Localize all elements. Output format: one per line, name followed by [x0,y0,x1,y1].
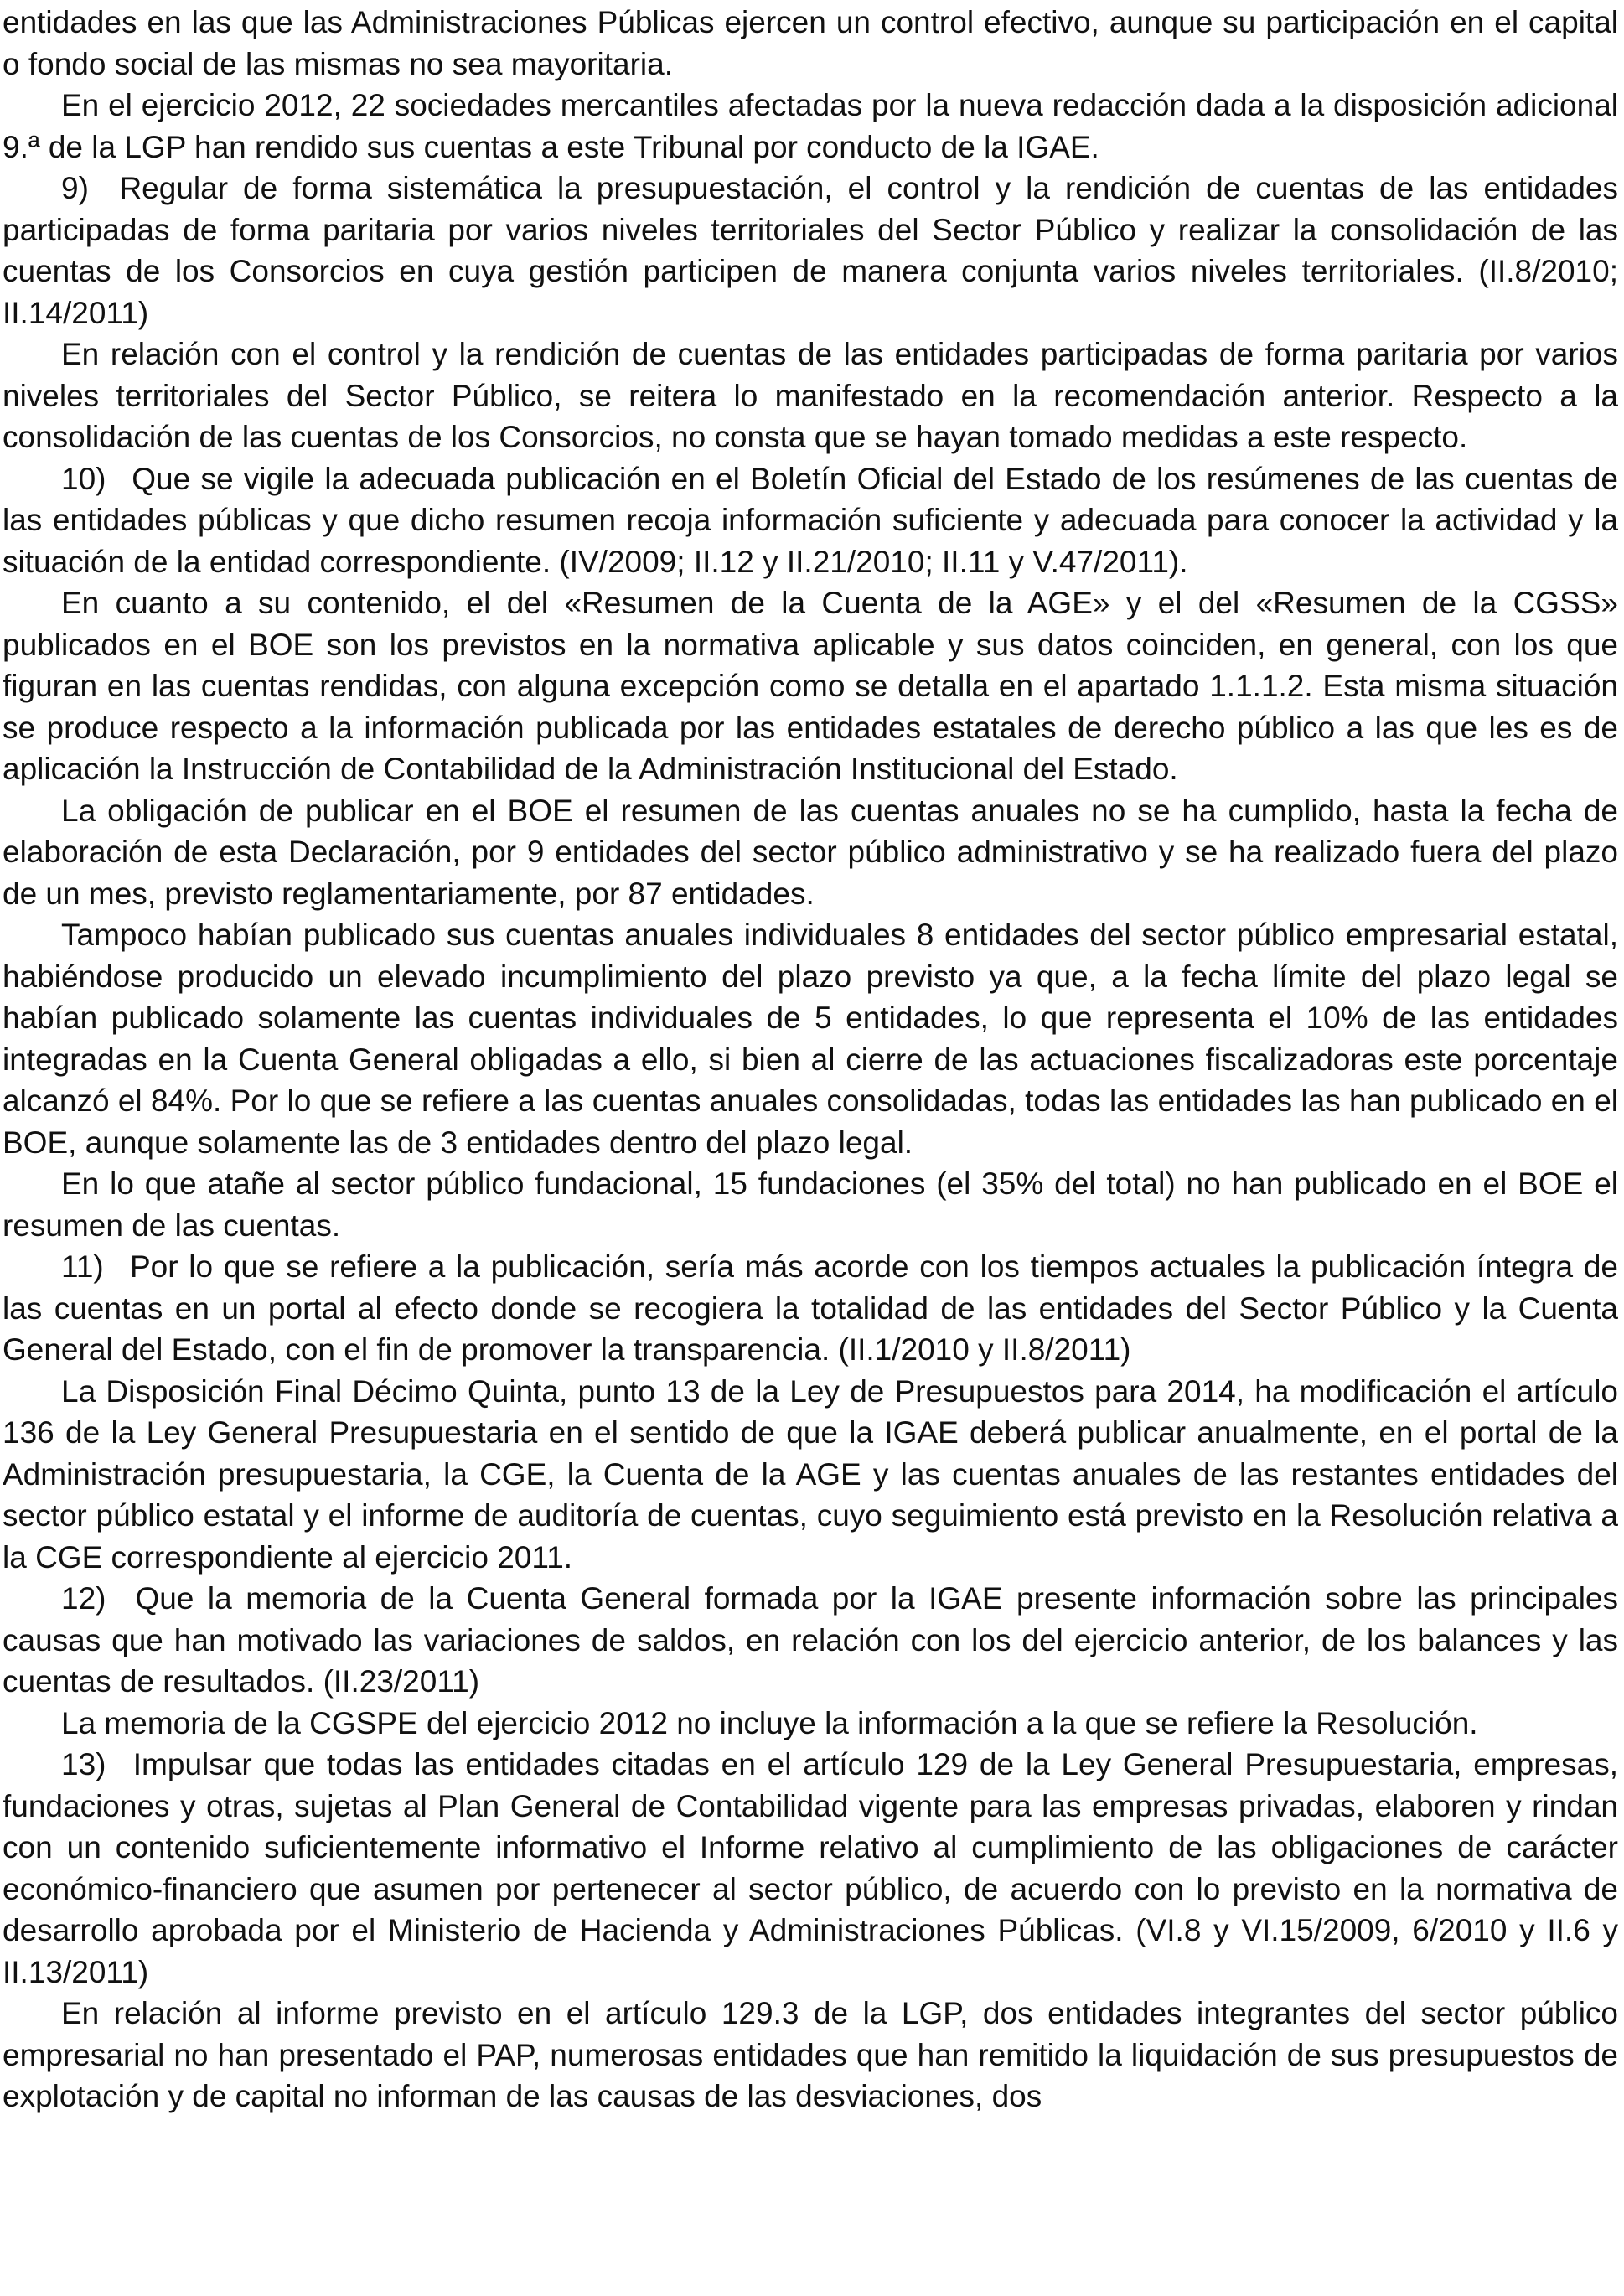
paragraph: En lo que atañe al sector público fundacional, 15 fundaciones (el 35% del total) no han publicado en el BOE el resumen de las cuentas. [3,1166,1618,1243]
paragraph: La memoria de la CGSPE del ejercicio 2012 no incluye la información a la que se refiere la Resolución. [61,1705,1478,1740]
paragraph: La Disposición Final Décimo Quinta, punto 13 de la Ley de Presupuestos para 2014, ha modificación el artículo 136 de la Ley General Presupuestaria en el sentido de que la IGAE deberá publicar anualmente, en el portal de la Administración presupuestaria, la CGE, la Cuenta de la AGE y las cuentas anuales de las restantes entidades del sector público estatal y el informe de auditoría de cuentas, cuyo seguimiento está previsto en la Resolución relativa a la CGE correspondiente al ejercicio 2011. [3,1373,1618,1575]
paragraph: Tampoco habían publicado sus cuentas anuales individuales 8 entidades del sector público empresarial estatal, habiéndose producido un elevado incumplimiento del plazo previsto ya que, a la fecha límite del plazo legal se habían publicado solamente las cuentas individuales de 5 entidades, lo que representa el 10% de las entidades integradas en la Cuenta General obligadas a ello, si bien al cierre de las actuaciones fiscalizadoras este porcentaje alcanzó el 84%. Por lo que se refiere a las cuentas anuales consolidadas, todas las entidades las han publicado en el BOE, aunque solamente las de 3 entidades dentro del plazo legal. [3,918,1618,1160]
recommendation-13: 13) Impulsar que todas las entidades citadas en el artículo 129 de la Ley General Presupuestaria, empresas, fundaciones y otras, sujetas al Plan General de Contabilidad vigente para las empresas privadas, elaboren y rindan con un contenido suficientemente informativo el Informe relativo al cumplimiento de las obligaciones de carácter económico-financiero que asumen por pertenecer al sector público, de acuerdo con lo previsto en la normativa de desarrollo aprobada por el Ministerio de Hacienda y Administraciones Públicas. (VI.8 y VI.15/2009, 6/2010 y II.6 y II.13/2011) [3,1747,1618,1989]
paragraph: En relación con el control y la rendición de cuentas de las entidades participadas de forma paritaria por varios niveles territoriales del Sector Público, se reitera lo manifestado en la recomendación anterior. Respecto a la consolidación de las cuentas de los Consorcios, no consta que se hayan tomado medidas a este respecto. [3,337,1618,454]
paragraph: La obligación de publicar en el BOE el resumen de las cuentas anuales no se ha cumplido, hasta la fecha de elaboración de esta Declaración, por 9 entidades del sector público administrativo y se ha realizado fuera del plazo de un mes, previsto reglamentariamente, por 87 entidades. [3,793,1618,911]
recommendation-10: 10) Que se vigile la adecuada publicación en el Boletín Oficial del Estado de los resúmenes de las cuentas de las entidades públicas y que dicho resumen recoja información suficiente y adecuada para conocer la actividad y la situación de la entidad correspondiente. (IV/2009; II.12 y II.21/2010; II.11 y V.47/2011). [3,461,1618,579]
recommendation-12: 12) Que la memoria de la Cuenta General formada por la IGAE presente información sobre las principales causas que han motivado las variaciones de saldos, en relación con los del ejercicio anterior, de los balances y las cuentas de resultados. (II.23/2011) [3,1581,1618,1699]
paragraph: En el ejercicio 2012, 22 sociedades mercantiles afectadas por la nueva redacción dada a la disposición adicional 9.ª de la LGP han rendido sus cuentas a este Tribunal por conducto de la IGAE. [3,88,1618,164]
paragraph: En relación al informe previsto en el artículo 129.3 de la LGP, dos entidades integrantes del sector público empresarial no han presentado el PAP, numerosas entidades que han remitido la liquidación de sus presupuestos de explotación y de capital no informan de las causas de las desviaciones, dos [3,1996,1618,2113]
paragraph: En cuanto a su contenido, el del «Resumen de la Cuenta de la AGE» y el del «Resumen de la CGSS» publicados en el BOE son los previstos en la normativa aplicable y sus datos coinciden, en general, con los que figuran en las cuentas rendidas, con alguna excepción como se detalla en el apartado 1.1.1.2. Esta misma situación se produce respecto a la información publicada por las entidades estatales de derecho público a las que les es de aplicación la Instrucción de Contabilidad de la Administración Institucional del Estado. [3,586,1618,786]
recommendation-9: 9) Regular de forma sistemática la presupuestación, el control y la rendición de cuentas de las entidades participadas de forma paritaria por varios niveles territoriales del Sector Público y realizar la consolidación de las cuentas de los Consorcios en cuya gestión participen de manera conjunta varios niveles territoriales. (II.8/2010; II.14/2011) [3,171,1618,330]
paragraph-continuation: entidades en las que las Administraciones Públicas ejercen un control efectivo, aunque su participación en el capital o fondo social de las mismas no sea mayoritaria. [3,5,1618,81]
document-body [3,2,1618,2118]
recommendation-11: 11) Por lo que se refiere a la publicación, sería más acorde con los tiempos actuales la publicación íntegra de las cuentas en un portal al efecto donde se recogiera la totalidad de las entidades del Sector Público y la Cuenta General del Estado, con el fin de promover la transparencia. (II.1/2010 y II.8/2011) [3,1249,1618,1367]
